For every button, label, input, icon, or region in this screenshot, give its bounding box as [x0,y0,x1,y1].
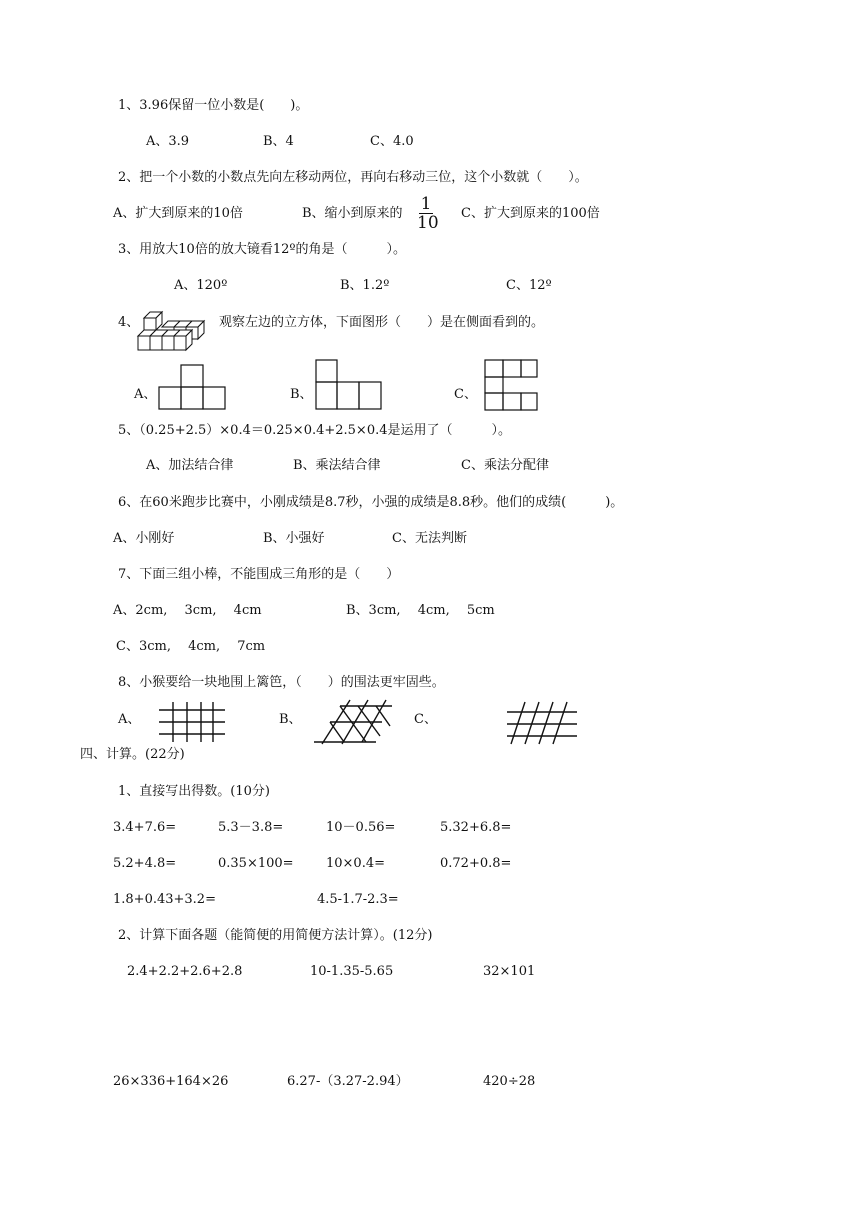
question-1-option-a: A、3.9 [146,134,190,149]
question-5-option-a: A、加法结合律 [146,458,234,473]
question-8-label-c: C、 [414,712,437,727]
fence-triangle-grid-figure [310,698,400,748]
mental-math-item: 5.3－3.8= [218,820,284,835]
question-2-option-b: B、缩小到原来的 [302,206,403,221]
question-3-option-a: A、120º [174,278,228,293]
question-1-option-c: C、4.0 [370,134,414,149]
view-option-c-figure [481,357,541,413]
question-2-stem: 2、把一个小数的小数点先向左移动两位，再向右移动三位，这个小数就（ ）。 [118,170,588,185]
fraction-numerator: 1 [420,194,432,214]
fence-slanted-grid-figure [505,700,579,746]
question-1-option-b: B、4 [263,134,294,149]
question-4-label-a: A、 [134,387,157,402]
calculation-item: 32×101 [483,964,536,979]
question-3-option-b: B、1.2º [340,278,390,293]
question-7-option-b: B、3cm, 4cm, 5cm [346,603,495,618]
mental-math-item: 10－0.56= [326,820,396,835]
calculation-item: 6.27-（3.27-2.94） [287,1074,409,1089]
mental-math-item: 3.4+7.6= [113,820,177,835]
question-2-option-c: C、扩大到原来的100倍 [461,206,600,221]
mental-math-item: 5.2+4.8= [113,856,177,871]
question-3-stem: 3、用放大10倍的放大镜看12º的角是（ ）。 [118,242,406,257]
mental-math-item: 0.72+0.8= [440,856,512,871]
question-6-option-c: C、无法判断 [392,531,467,546]
fraction-denominator: 10 [417,213,439,233]
question-4-label-b: B、 [290,387,313,402]
question-6-stem: 6、在60米跑步比赛中，小刚成绩是8.7秒，小强的成绩是8.8秒。他们的成绩( )。 [118,495,624,510]
mental-math-item: 10×0.4= [326,856,386,871]
question-1-stem: 1、3.96保留一位小数是( )。 [118,98,309,113]
section-4-title: 四、计算。(22分) [80,747,185,762]
question-5-option-b: B、乘法结合律 [293,458,381,473]
view-option-b-figure [313,358,385,412]
cube-stack-figure [136,309,206,355]
question-7-stem: 7、下面三组小棒，不能围成三角形的是（ ） [118,567,400,582]
question-7-option-c: C、3cm, 4cm, 7cm [116,639,266,654]
view-option-a-figure [158,360,228,412]
calculation-item: 10-1.35-5.65 [310,964,394,979]
question-8-label-b: B、 [279,712,302,727]
question-4-stem: 观察左边的立方体，下面图形（ ）是在侧面看到的。 [219,315,545,330]
fraction-one-tenth [417,194,439,233]
question-8-label-a: A、 [118,712,141,727]
fence-square-grid-figure [157,700,227,744]
section-4-part-2-title: 2、计算下面各题（能简便的用简便方法计算）。(12分) [118,928,433,943]
mental-math-item: 4.5-1.7-2.3= [317,892,399,907]
question-4-number: 4、 [118,315,140,330]
question-5-option-c: C、乘法分配律 [461,458,549,473]
question-6-option-a: A、小刚好 [113,531,175,546]
question-2-option-a: A、扩大到原来的10倍 [113,206,243,221]
question-3-option-c: C、12º [506,278,552,293]
question-6-option-b: B、小强好 [263,531,325,546]
mental-math-item: 5.32+6.8= [440,820,512,835]
calculation-item: 420÷28 [483,1074,536,1089]
mental-math-item: 1.8+0.43+3.2= [113,892,216,907]
calculation-item: 26×336+164×26 [113,1074,229,1089]
question-4-label-c: C、 [454,387,477,402]
question-7-option-a: A、2cm, 3cm, 4cm [113,603,262,618]
question-5-stem: 5、（0.25+2.5）×0.4＝0.25×0.4+2.5×0.4是运用了（ ）。 [118,423,511,438]
calculation-item: 2.4+2.2+2.6+2.8 [127,964,243,979]
section-4-part-1-title: 1、直接写出得数。(10分) [118,784,270,799]
question-8-stem: 8、小猴要给一块地围上篱笆，（ ）的围法更牢固些。 [118,675,445,690]
mental-math-item: 0.35×100= [218,856,294,871]
